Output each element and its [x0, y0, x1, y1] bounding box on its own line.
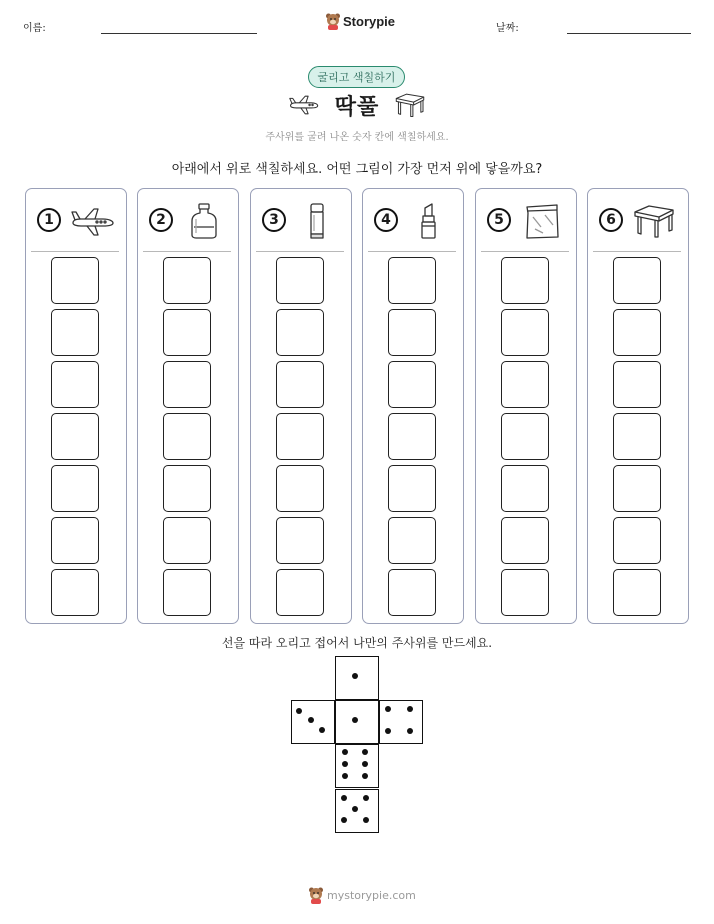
dice-pip [362, 749, 368, 755]
color-cell[interactable] [163, 309, 211, 356]
color-cell[interactable] [163, 361, 211, 408]
dice-face [379, 700, 423, 744]
dice-pip [342, 749, 348, 755]
column-header [484, 203, 570, 239]
column-number: 6 [599, 208, 623, 232]
color-cell[interactable] [276, 309, 324, 356]
worksheet-title: 딱풀 [334, 95, 380, 120]
color-cell[interactable] [501, 257, 549, 304]
name-line [101, 33, 257, 34]
race-column [250, 188, 352, 624]
dice-pip [407, 728, 413, 734]
dice-pip [319, 727, 325, 733]
dice-pip [385, 728, 391, 734]
dice-pip [352, 673, 358, 679]
color-cell[interactable] [276, 257, 324, 304]
color-cell[interactable] [51, 257, 99, 304]
column-number: 5 [487, 208, 511, 232]
glue-stick-icon [294, 203, 340, 239]
brand-name: Storypie [343, 13, 396, 29]
color-cell[interactable] [501, 569, 549, 616]
date-label: 날짜: [496, 23, 519, 34]
footer-url[interactable]: mystorypie.com [327, 888, 416, 902]
column-divider [368, 251, 456, 252]
color-cell[interactable] [163, 517, 211, 564]
color-cell[interactable] [501, 361, 549, 408]
color-cell[interactable] [51, 517, 99, 564]
race-column [475, 188, 577, 624]
color-cell[interactable] [613, 309, 661, 356]
column-number: 3 [262, 208, 286, 232]
color-cell[interactable] [613, 361, 661, 408]
color-cell[interactable] [501, 309, 549, 356]
color-cell[interactable] [613, 257, 661, 304]
dice-pip [407, 706, 413, 712]
name-label: 이름: [23, 23, 46, 34]
color-cell[interactable] [276, 517, 324, 564]
race-column [25, 188, 127, 624]
color-cell[interactable] [388, 361, 436, 408]
glass-bottle-icon [181, 203, 227, 239]
dice-pip [296, 708, 302, 714]
dice-pip [341, 817, 347, 823]
date-line [567, 33, 691, 34]
race-column [137, 188, 239, 624]
color-cell[interactable] [276, 413, 324, 460]
color-cell[interactable] [51, 465, 99, 512]
column-number: 4 [374, 208, 398, 232]
dice-instruction: 선을 따라 오리고 접어서 나만의 주사위를 만드세요. [221, 636, 493, 650]
column-header [259, 203, 345, 239]
color-cell[interactable] [51, 361, 99, 408]
dice-pip [308, 717, 314, 723]
dice-pip [342, 761, 348, 767]
dice-pip [363, 795, 369, 801]
dice-pip [362, 761, 368, 767]
bear-mascot-icon [325, 12, 341, 30]
dice-pip [352, 806, 358, 812]
column-header [146, 203, 232, 239]
color-cell[interactable] [501, 465, 549, 512]
dice-face [291, 700, 335, 744]
table-icon [631, 203, 677, 239]
color-cell[interactable] [388, 465, 436, 512]
color-cell[interactable] [51, 569, 99, 616]
column-divider [143, 251, 231, 252]
lipstick-icon [406, 203, 452, 239]
column-number: 2 [149, 208, 173, 232]
airplane-icon [69, 203, 115, 239]
dice-pip [342, 773, 348, 779]
dice-pip [341, 795, 347, 801]
color-cell[interactable] [163, 257, 211, 304]
color-cell[interactable] [276, 361, 324, 408]
column-divider [256, 251, 344, 252]
color-cell[interactable] [163, 465, 211, 512]
color-cell[interactable] [388, 569, 436, 616]
footer [308, 886, 416, 904]
column-header [596, 203, 682, 239]
dice-pip [362, 773, 368, 779]
color-cell[interactable] [501, 413, 549, 460]
race-column [587, 188, 689, 624]
dice-pip [385, 706, 391, 712]
bear-mascot-icon [308, 886, 324, 904]
activity-badge: 굴리고 색칠하기 [308, 66, 405, 88]
plastic-bag-icon [519, 203, 565, 239]
column-divider [31, 251, 119, 252]
race-column [362, 188, 464, 624]
dice-pip [363, 817, 369, 823]
color-cell[interactable] [613, 517, 661, 564]
column-divider [481, 251, 569, 252]
color-cell[interactable] [163, 569, 211, 616]
color-cell[interactable] [388, 413, 436, 460]
color-cell[interactable] [276, 569, 324, 616]
color-cell[interactable] [276, 465, 324, 512]
color-cell[interactable] [163, 413, 211, 460]
color-cell[interactable] [388, 517, 436, 564]
color-cell[interactable] [501, 517, 549, 564]
dice-face [335, 656, 379, 700]
color-cell[interactable] [388, 257, 436, 304]
dice-face [335, 700, 379, 744]
color-cell[interactable] [613, 465, 661, 512]
color-cell[interactable] [388, 309, 436, 356]
color-cell[interactable] [613, 413, 661, 460]
column-header [371, 203, 457, 239]
color-cell[interactable] [613, 569, 661, 616]
worksheet-subtitle: 주사위를 굴려 나온 숫자 칸에 색칠하세요. [265, 132, 449, 143]
dice-face [335, 744, 379, 788]
dice-pip [352, 717, 358, 723]
dice-face [335, 789, 379, 833]
color-cell[interactable] [51, 309, 99, 356]
instruction-text: 아래에서 위로 색칠하세요. 어떤 그림이 가장 먼저 위에 닿을까요? [171, 162, 543, 177]
column-number: 1 [37, 208, 61, 232]
column-header [34, 203, 120, 239]
column-divider [593, 251, 681, 252]
table-icon [393, 92, 427, 118]
brand-logo [325, 12, 395, 30]
color-cell[interactable] [51, 413, 99, 460]
